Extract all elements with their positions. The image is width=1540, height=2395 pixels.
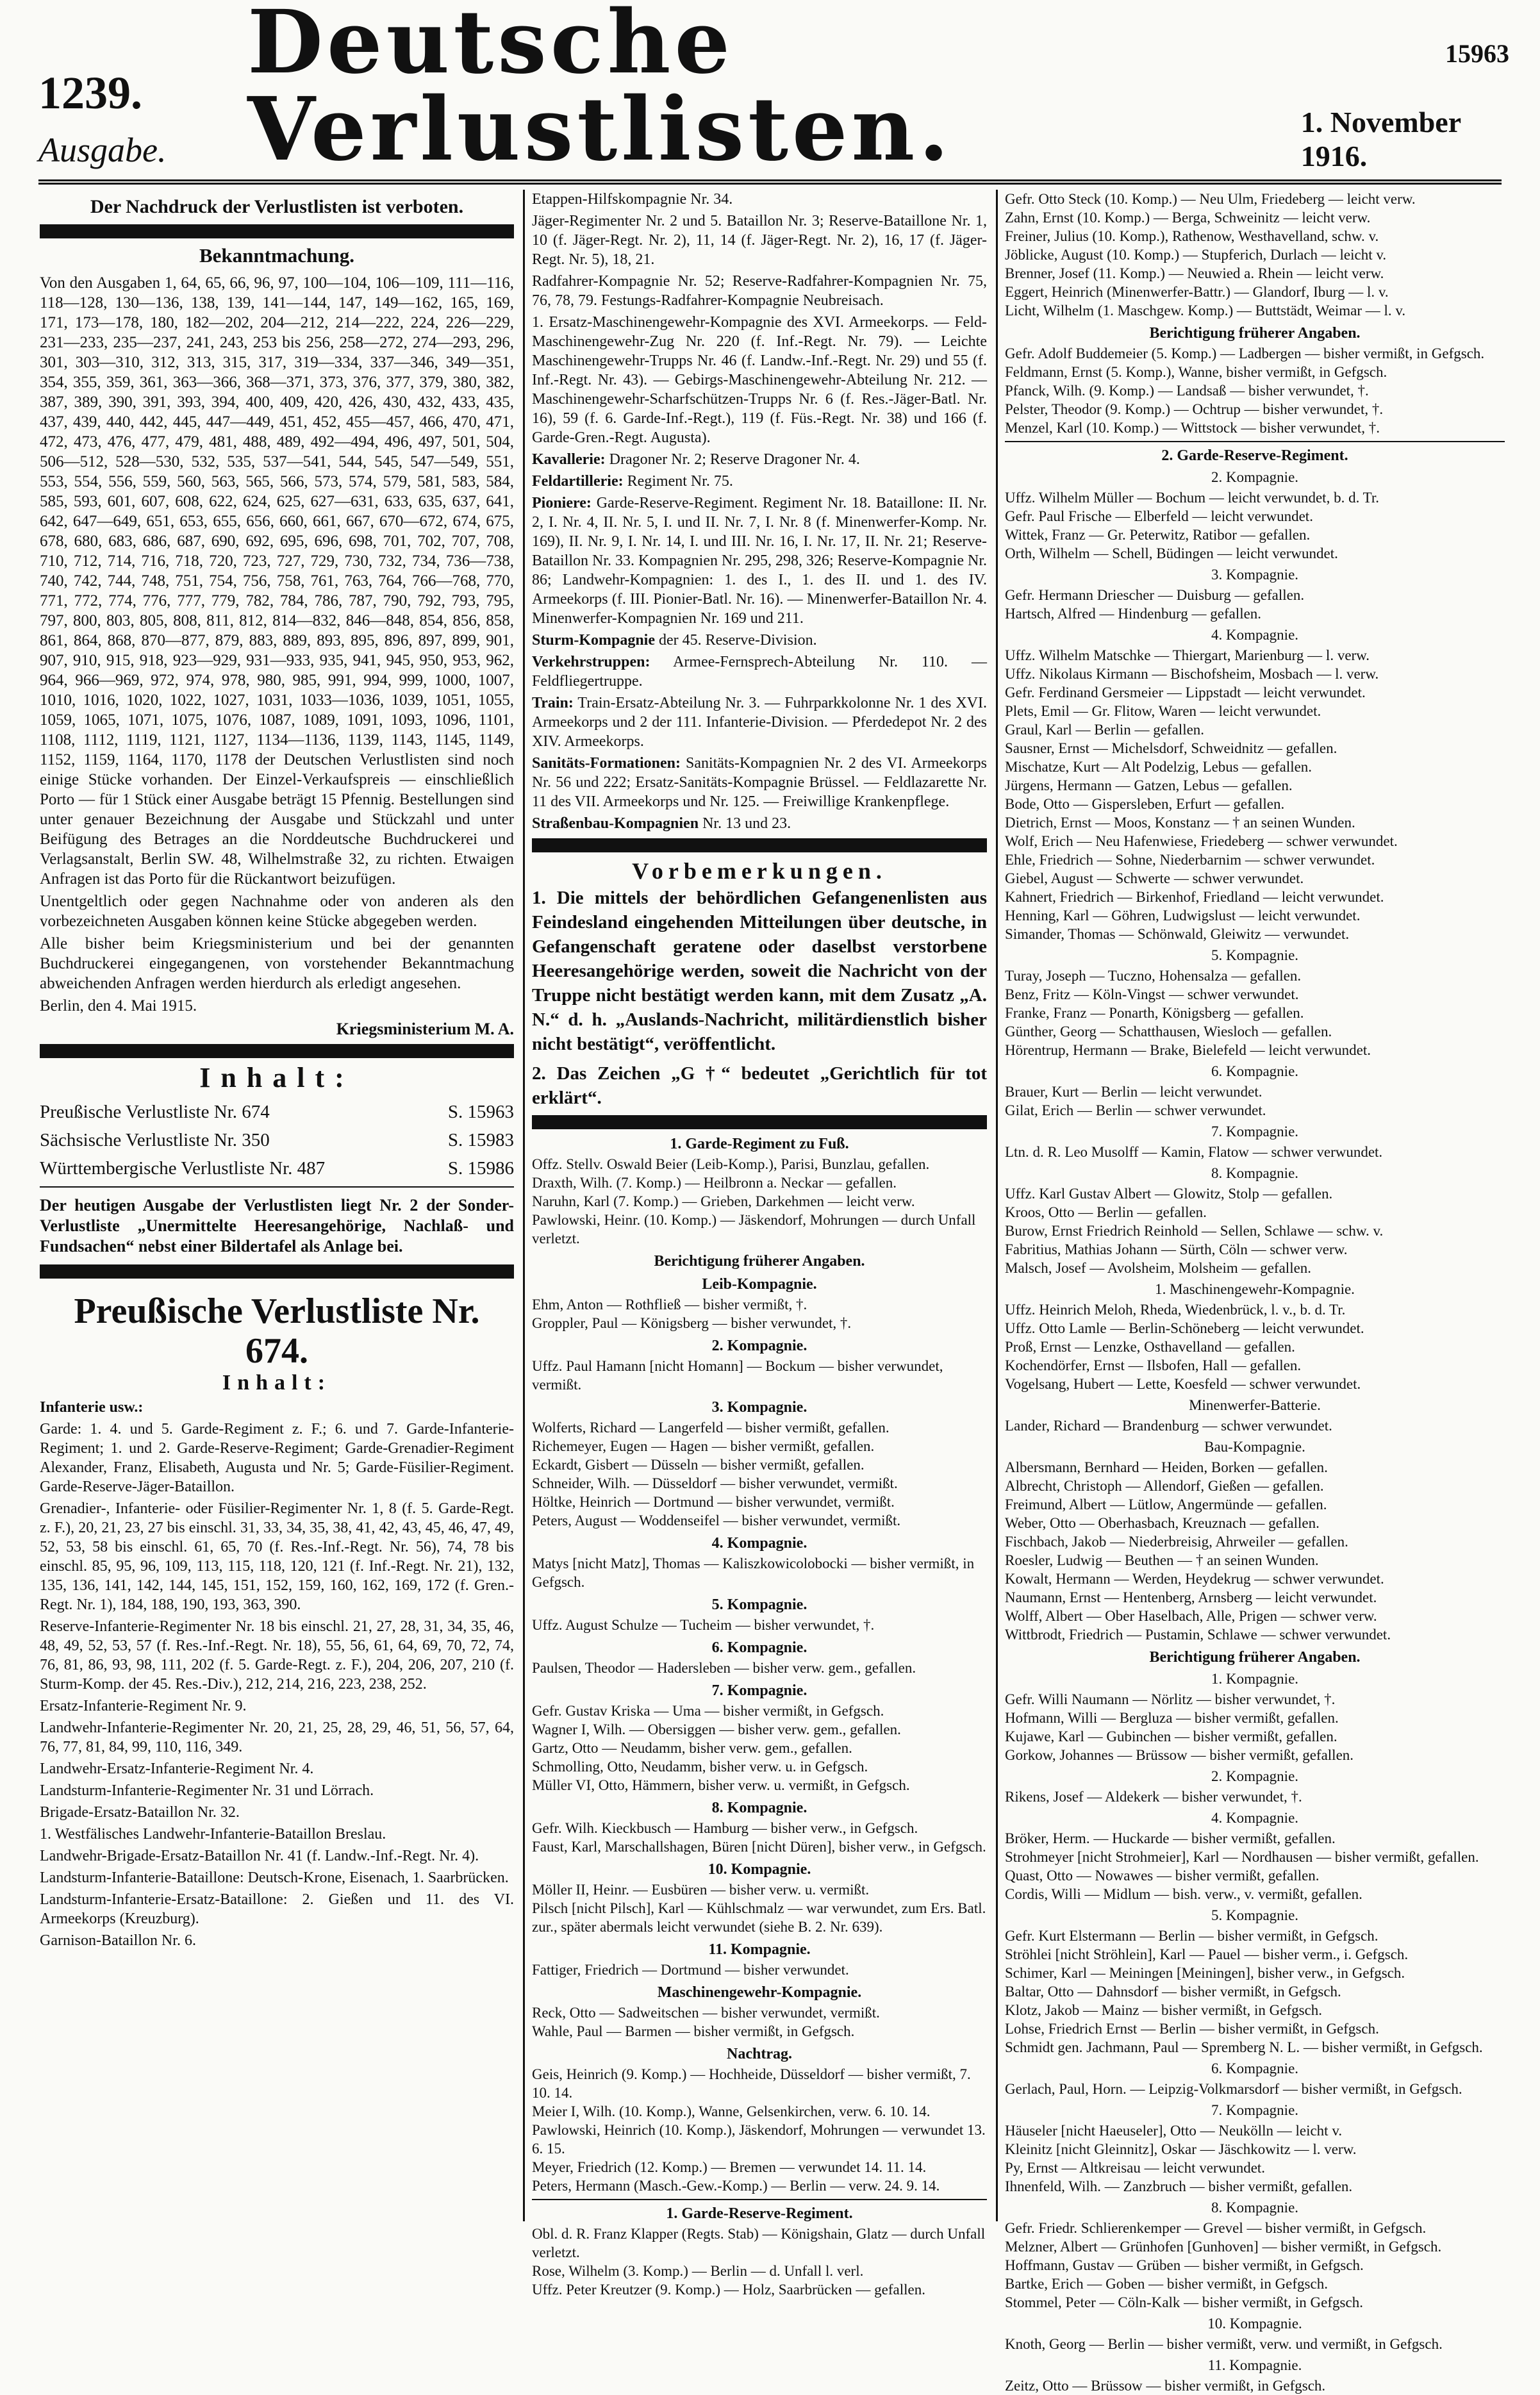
casualty-entry: Uffz. Wilhelm Matschke — Thiergart, Marienburg — l. verw. <box>1005 647 1370 663</box>
contents-row <box>40 1098 514 1126</box>
divider <box>1005 441 1505 442</box>
casualty-entry: Gefr. Adolf Buddemeier (5. Komp.) — Ladbergen — bisher vermißt, in Gefgsch. <box>1005 345 1485 361</box>
contents-list <box>40 1098 514 1182</box>
company-heading: 7. Kompagnie. <box>1211 2102 1299 2118</box>
casualty-entry: Benz, Fritz — Köln-Vingst — schwer verwundet. <box>1005 986 1299 1002</box>
company-heading: 7. Kompagnie. <box>1211 1123 1299 1139</box>
section-contents-item: Landsturm-Infanterie-Bataillone: Deutsch-Krone, Eisenach, 1. Saarbrücken. <box>40 1869 509 1886</box>
casualty-entry: Kleinitz [nicht Gleinnitz], Oskar — Jäschkowitz — l. verw. <box>1005 2141 1357 2157</box>
newspaper-title: Deutsche Verlustlisten. <box>247 0 953 181</box>
unit-text: Nr. 13 und 23. <box>702 815 791 832</box>
casualty-entry: Jöblicke, August (10. Komp.) — Stupferich, Durlach — leicht v. <box>1005 247 1387 263</box>
company-heading: 11. Kompagnie. <box>1207 2357 1302 2373</box>
casualty-entry: Wolferts, Richard — Langerfeld — bisher vermißt, gefallen. <box>532 1420 890 1436</box>
issue-date: 1. November 1916. <box>1300 106 1461 172</box>
company-heading: 3. Kompagnie. <box>1211 567 1299 583</box>
section-title: Preußische Verlustliste Nr. 674. <box>74 1291 480 1371</box>
subheading: Berichtigung früherer Angaben. <box>1149 1649 1361 1666</box>
divider <box>532 2199 987 2200</box>
casualty-entry: Plets, Emil — Gr. Flitow, Waren — leicht verwundet. <box>1005 703 1321 719</box>
casualty-entry: Mischatze, Kurt — Alt Podelzig, Lebus — gefallen. <box>1005 759 1312 775</box>
section-contents-item: Landwehr-Brigade-Ersatz-Bataillon Nr. 41 (f. Landw.-Inf.-Regt. Nr. 4). <box>40 1848 479 1864</box>
company-heading: 5. Kompagnie. <box>1211 947 1299 963</box>
casualty-entry: Uffz. Paul Hamann [nicht Homann] — Bockum — bisher verwundet, vermißt. <box>532 1358 943 1393</box>
unit-text: Regiment Nr. 75. <box>627 473 733 490</box>
casualty-entry: Orth, Wilhelm — Schell, Büdingen — leicht verwundet. <box>1005 545 1338 561</box>
section-contents-item: Infanterie usw.: <box>40 1399 144 1416</box>
casualty-entry: Pfanck, Wilh. (9. Komp.) — Landsaß — bisher verwundet, †. <box>1005 383 1369 399</box>
casualty-entry: Wittek, Franz — Gr. Peterwitz, Ratibor — gefallen. <box>1005 527 1311 543</box>
casualty-entry: Häuseler [nicht Haeuseler], Otto — Neukölln — leicht v. <box>1005 2123 1343 2139</box>
reprint-notice: Der Nachdruck der Verlustlisten ist verboten. <box>90 196 464 217</box>
casualty-entry: Pawlowski, Heinrich (10. Komp.), Jäskendorf, Mohrungen — verwundet 13. 6. 15. <box>532 2122 986 2157</box>
casualty-entry: Ehle, Friedrich — Sohne, Niederbarnim — schwer verwundet. <box>1005 852 1375 868</box>
casualty-entry: Gefr. Ferdinand Gersmeier — Lippstadt — leicht verwundet. <box>1005 684 1366 700</box>
casualty-list <box>1005 190 1505 2395</box>
casualty-entry: Fattiger, Friedrich — Dortmund — bisher verwundet. <box>532 1962 849 1978</box>
casualty-entry: Roesler, Ludwig — Beuthen — † an seinen Wunden. <box>1005 1552 1319 1568</box>
casualty-entry: Knoth, Georg — Berlin — bisher vermißt, verw. und vermißt, in Gefgsch. <box>1005 2336 1443 2352</box>
casualty-entry: Dietrich, Ernst — Moos, Konstanz — † an seinen Wunden. <box>1005 815 1355 831</box>
subheading: 2. Kompagnie. <box>711 1338 807 1354</box>
company-heading: Bau-Kompagnie. <box>1204 1439 1305 1455</box>
casualty-entry: Matys [nicht Matz], Thomas — Kaliszkowicolobocki — bisher vermißt, in Gefgsch. <box>532 1555 975 1590</box>
remark: 2. Das Zeichen „G †“ bedeutet „Gerichtlich für tot erklärt“. <box>532 1063 987 1108</box>
company-heading: Minenwerfer-Batterie. <box>1189 1397 1321 1413</box>
casualty-entry: Höltke, Heinrich — Dortmund — bisher verwundet, vermißt. <box>532 1494 895 1510</box>
remarks-title: Vorbemerkungen. <box>632 858 887 884</box>
casualty-entry: Uffz. Otto Lamle — Berlin-Schöneberg — leicht verwundet. <box>1005 1320 1364 1336</box>
column-divider <box>996 190 998 2221</box>
casualty-entry: Cordis, Willi — Midlum — bish. verw., v. vermißt, gefallen. <box>1005 1886 1362 1902</box>
unit-text: Etappen-Hilfskompagnie Nr. 34. <box>532 191 733 208</box>
subheading: Maschinengewehr-Kompagnie. <box>657 1984 862 2001</box>
contents-page: S. 15983 <box>447 1130 514 1150</box>
casualty-entry: Wolf, Erich — Neu Hafenwiese, Friedeberg — schwer verwundet. <box>1005 833 1398 849</box>
casualty-entry: Vogelsang, Hubert — Lette, Koesfeld — schwer verwundet. <box>1005 1376 1361 1392</box>
casualty-entry: Henning, Karl — Göhren, Ludwigslust — leicht verwundet. <box>1005 907 1361 924</box>
announcement-paragraph: Alle bisher beim Kriegsministerium und bei der genannten Buchdruckerei eingegangenen, von vorstehender Bekanntmachung abweichenden Anfragen werden hierdurch als erledigt angesehen. <box>40 935 514 992</box>
section-contents-item: Brigade-Ersatz-Bataillon Nr. 32. <box>40 1804 240 1821</box>
subheading: 5. Kompagnie. <box>711 1596 807 1613</box>
subheading: Leib-Kompagnie. <box>702 1276 817 1293</box>
casualty-entry: Gilat, Erich — Berlin — schwer verwundet. <box>1005 1102 1266 1118</box>
casualty-entry: Baltar, Otto — Dahnsdorf — bisher vermißt, in Gefgsch. <box>1005 1984 1341 2000</box>
unit-item <box>532 493 987 628</box>
casualty-entry: Richemeyer, Eugen — Hagen — bisher vermißt, gefallen. <box>532 1438 875 1454</box>
casualty-entry: Müller VI, Otto, Hämmern, bisher verw. u. vermißt, in Gefgsch. <box>532 1777 910 1793</box>
contents-title: Sächsische Verlustliste Nr. 350 <box>40 1130 270 1150</box>
casualty-entry: Albrecht, Christoph — Allendorf, Gießen — gefallen. <box>1005 1478 1324 1494</box>
unit-item <box>532 272 987 310</box>
announcement-paragraph: Von den Ausgaben 1, 64, 65, 66, 96, 97, 100—104, 106—109, 111—116, 118—128, 130—136, 138, 139, 141—144, 147, 149—162, 165, 169, 171, 173—178, 180, 182—202, 204—212, 214—222, 224, 226—229, 231—233, 235—237, 241, 243, 253 bis 256, 258—272, 274—293, 296, 301, 303—310, 312, 313, 315, 317, 319—334, 337—346, 349—351, 354, 355, 359, 361, 363—366, 368—371, 373, 376, 377, 379, 380, 382, 387, 389, 390, 391, 393, 394, 400, 409, 420, 426, 430, 432, 433, 435, 437, 439, 440, 442, 445, 447—449, 451, 452, 455—457, 466, 470, 471, 472, 473, 476, 477, 479, 481, 488, 489, 492—494, 496, 497, 501, 504, 506—512, 528—530, 532, 535, 537—541, 544, 545, 547—549, 551, 553, 554, 556, 559, 560, 563, 565, 566, 573, 574, 579, 581, 583, 584, 585, 593, 601, 607, 608, 622, 624, 625, 627—631, 633, 635, 637, 641, 642, 647—649, 651, 653, 655, 656, 660, 661, 667, 670—672, 674, 675, 678, 680, 683, 686, 687, 690, 692, 695, 696, 698, 701, 702, 707, 708, 710, 712, 714, 716, 718, 720, 723, 727, 729, 730, 732, 734, 736—738, 740, 742, 744, 748, 751, 754, 756, 758, 761, 763, 764, 766—768, 770, 771, 772, 774, 776, 777, 779, 782, 784, 786, 787, 790, 792, 793, 795, 797, 800, 803, 805, 808, 811, 812, 814—832, 846—848, 854, 856, 858, 861, 864, 868, 870—877, 879, 883, 889, 893, 895, 896, 897, 899, 901, 907, 910, 915, 918, 923—929, 931—933, 935, 941, 945, 950, 953, 962, 964, 966—969, 972, 974, 978, 980, 985, 991, 994, 999, 1000, 1007, 1010, 1016, 1020, 1022, 1027, 1031, 1033—1036, 1039, 1051, 1055, 1059, 1065, 1071, 1075, 1076, 1087, 1089, 1091, 1093, 1096, 1101, 1108, 1112, 1119, 1121, 1127, 1134—1136, 1139, 1143, 1145, 1149, 1152, 1159, 1164, 1170, 1178 der Deutschen Verlustlisten sind noch einige Stücke vorhanden. Der Einzel-Verkaufspreis — einschließlich Porto — für 1 Stück einer Ausgabe beträgt 15 Pfennig. Bestellungen sind unter genauer Bezeichnung der Ausgabe und Stückzahl und unter Beifügung des Betrages an die Norddeutsche Buchdruckerei und Verlagsanstalt, Berlin SW. 48, Wilhelmstraße 32, zu richten. Etwaigen Anfragen ist das Porto für die Rückantwort beizufügen. <box>40 274 514 888</box>
casualty-entry: Gefr. Willi Naumann — Nörlitz — bisher verwundet, †. <box>1005 1691 1336 1707</box>
casualty-entry: Ihnenfeld, Wilh. — Zanzbruch — bisher vermißt, gefallen. <box>1005 2178 1353 2194</box>
unit-item <box>532 211 987 269</box>
unit-text: Jäger-Regimenter Nr. 2 und 5. Bataillon Nr. 3; Reserve-Bataillone Nr. 1, 10 (f. Jäger-Regt. Nr. 2), 11, 14 (f. Jäger-Regt. Nr. 2), 16, 17 (f. Jäger-Regt. Nr. 5), 18, 21. <box>532 213 987 268</box>
subheading: 8. Kompagnie. <box>711 1800 807 1816</box>
casualty-entry: Brauer, Kurt — Berlin — leicht verwundet. <box>1005 1084 1263 1100</box>
casualty-entry: Gefr. Hermann Driescher — Duisburg — gefallen. <box>1005 587 1305 603</box>
contents-title: Württembergische Verlustliste Nr. 487 <box>40 1158 326 1179</box>
casualty-entry: Fischbach, Jakob — Niederbreisig, Ahrweiler — gefallen. <box>1005 1534 1348 1550</box>
subheading: Berichtigung früherer Angaben. <box>1149 325 1361 342</box>
casualty-entry: Fabritius, Mathias Johann — Sürth, Cöln — schwer verw. <box>1005 1241 1348 1257</box>
signature: Kriegsministerium M. A. <box>336 1020 514 1038</box>
casualty-entry: Faust, Karl, Marschallshagen, Büren [nicht Düren], bisher verw., in Gefgsch. <box>532 1839 986 1855</box>
casualty-entry: Schmolling, Otto, Neudamm, bisher verw. u. in Gefgsch. <box>532 1759 868 1775</box>
unit-item <box>532 693 987 751</box>
casualty-entry: Hoffmann, Gustav — Grüben — bisher vermißt, in Gefgsch. <box>1005 2257 1364 2273</box>
section-contents-item: Grenadier-, Infanterie- oder Füsilier-Regimenter Nr. 1, 8 (f. 5. Garde-Regt. z. F.), 20, 21, 23, 27 bis einschl. 31, 33, 34, 35, 38, 41, 42, 43, 45, 46, 47, 49, 52, 53, 58 bis einschl. 61, 65, 70 (f. Res.-Inf.-Regt. Nr. 56), 74, 78 bis einschl. 85, 95, 96, 109, 113, 115, 118, 120, 121 (f. Inf.-Regt. Nr. 21), 132, 135, 136, 141, 142, 144, 145, 151, 152, 159, 160, 162, 169, 172 (f. Gren.-Regt. Nr. 1), 184, 188, 190, 193, 363, 390. <box>40 1500 514 1613</box>
remark: 1. Die mittels der behördlichen Gefangenenlisten aus Feindesland eingehenden Mitteilungen über deutsche, in Gefangenschaft geratene oder daselbst verstorbene Heeresangehörige werden, soweit die Nachricht von der Truppe nicht bestätigt werden kann, mit dem Zusatz „A. N.“ d. h. „Auslands-Nachricht, militärdienstlich bisher nicht bestätigt“, veröffentlicht. <box>532 888 987 1054</box>
casualty-entry: Zahn, Ernst (10. Komp.) — Berga, Schweinitz — leicht verw. <box>1005 210 1371 226</box>
casualty-entry: Freiner, Julius (10. Komp.), Rathenow, Westhavelland, schw. v. <box>1005 228 1379 244</box>
casualty-entry: Obl. d. R. Franz Klapper (Regts. Stab) — Königshain, Glatz — durch Unfall verletzt. <box>532 2226 986 2260</box>
casualty-entry: Kochendörfer, Ernst — Ilsbofen, Hall — gefallen. <box>1005 1357 1302 1373</box>
section-contents-item: Garnison-Bataillon Nr. 6. <box>40 1932 196 1949</box>
company-heading: 8. Kompagnie. <box>1211 2200 1299 2216</box>
casualty-entry: Günther, Georg — Schatthausen, Wiesloch — gefallen. <box>1005 1023 1332 1040</box>
casualty-entry: Pelster, Theodor (9. Komp.) — Ochtrup — bisher verwundet, †. <box>1005 401 1384 417</box>
casualty-entry: Lander, Richard — Brandenburg — schwer verwundet. <box>1005 1418 1332 1434</box>
section-contents-item: Landwehr-Infanterie-Regimenter Nr. 20, 21, 25, 28, 29, 46, 51, 56, 57, 64, 76, 77, 81, 84, 99, 110, 116, 349. <box>40 1720 514 1755</box>
subheading: 3. Kompagnie. <box>711 1399 807 1416</box>
unit-text: Train-Ersatz-Abteilung Nr. 3. — Fuhrparkkolonne Nr. 1 des XVI. Armeekorps und 2 der 111. Infanterie-Division. — Pferdedepot Nr. 2 des XIV. Armeekorps. <box>532 695 987 750</box>
unit-text: Radfahrer-Kompagnie Nr. 52; Reserve-Radfahrer-Kompagnien Nr. 75, 76, 78, 79. Festungs-Radfahrer-Kompagnie Neubreisach. <box>532 273 987 309</box>
casualty-entry: Uffz. Karl Gustav Albert — Glowitz, Stolp — gefallen. <box>1005 1186 1333 1202</box>
issue-label: Ausgabe. <box>38 131 167 169</box>
casualty-entry: Py, Ernst — Altkreisau — leicht verwundet. <box>1005 2160 1266 2176</box>
subheading: 2. Garde-Reserve-Regiment. <box>1161 447 1348 464</box>
casualty-entry: Uffz. August Schulze — Tucheim — bisher verwundet, †. <box>532 1617 875 1633</box>
casualty-entry: Gorkow, Johannes — Brüssow — bisher vermißt, gefallen. <box>1005 1747 1354 1763</box>
casualty-entry: Brenner, Josef (11. Komp.) — Neuwied a. Rhein — leicht verw. <box>1005 265 1384 281</box>
casualty-entry: Uffz. Peter Kreutzer (9. Komp.) — Holz, Saarbrücken — gefallen. <box>532 2282 925 2298</box>
casualty-entry: Pilsch [nicht Pilsch], Karl — Kühlschmalz — war verwundet, zum Ers. Batl. zur., später abermals leicht verwundet (siehe B. 2. Nr. 639). <box>532 1900 986 1935</box>
casualty-entry: Meyer, Friedrich (12. Komp.) — Bremen — verwundet 14. 11. 14. <box>532 2159 927 2175</box>
casualty-entry: Draxth, Wilh. (7. Komp.) — Heilbronn a. Neckar — gefallen. <box>532 1175 897 1191</box>
company-heading: 6. Kompagnie. <box>1211 1063 1299 1079</box>
column-middle <box>532 190 987 2298</box>
casualty-entry: Gefr. Otto Steck (10. Komp.) — Neu Ulm, Friedeberg — leicht verw. <box>1005 191 1416 207</box>
casualty-entry: Peters, Hermann (Masch.-Gew.-Komp.) — Berlin — verw. 24. 9. 14. <box>532 2178 940 2194</box>
casualty-entry: Bröker, Herm. — Huckarde — bisher vermißt, gefallen. <box>1005 1830 1336 1846</box>
issue-number <box>38 67 247 173</box>
unit-item <box>532 814 987 833</box>
subheading: 10. Kompagnie. <box>708 1861 811 1878</box>
unit-item <box>532 754 987 811</box>
unit-item <box>532 631 987 650</box>
casualty-entry: Proß, Ernst — Lenzke, Osthavelland — gefallen. <box>1005 1339 1295 1355</box>
casualty-entry: Eckardt, Gisbert — Düsseln — bisher vermißt, gefallen. <box>532 1457 865 1473</box>
contents-row <box>40 1126 514 1154</box>
casualty-entry: Kroos, Otto — Berlin — gefallen. <box>1005 1204 1207 1220</box>
casualty-entry: Gerlach, Paul, Horn. — Leipzig-Volkmarsdorf — bisher vermißt, in Gefgsch. <box>1005 2081 1462 2097</box>
unit-label: Kavallerie: <box>532 451 606 468</box>
subheading: 6. Kompagnie. <box>711 1639 807 1656</box>
casualty-entry: Uffz. Heinrich Meloh, Rheda, Wiedenbrück, l. v., b. d. Tr. <box>1005 1302 1346 1318</box>
section-contents-item: 1. Westfälisches Landwehr-Infanterie-Bataillon Breslau. <box>40 1826 386 1843</box>
black-rule <box>40 1044 514 1058</box>
subheading: 11. Kompagnie. <box>708 1941 811 1958</box>
supplement-note: Der heutigen Ausgabe der Verlustlisten liegt Nr. 2 der Sonder-Verlustliste „Unermittelte Heeresangehörige, Nachlaß- und Fundsachen“ nebst einer Bildertafel als Anlage bei. <box>40 1196 514 1256</box>
casualty-entry: Klotz, Jakob — Mainz — bisher vermißt, in Gefgsch. <box>1005 2002 1323 2018</box>
casualty-entry: Hörentrup, Hermann — Brake, Bielefeld — leicht verwundet. <box>1005 1042 1371 1058</box>
regiment-heading: 1. Garde-Regiment zu Fuß. <box>670 1136 849 1152</box>
casualty-entry: Ltn. d. R. Leo Musolff — Kamin, Flatow — schwer verwundet. <box>1005 1144 1383 1160</box>
announcement-paragraph: Berlin, den 4. Mai 1915. <box>40 997 197 1015</box>
unit-label: Sturm-Kompagnie <box>532 632 655 649</box>
casualty-entry: Ehm, Anton — Rothfließ — bisher vermißt, †. <box>532 1297 807 1313</box>
contents-page: S. 15963 <box>447 1102 514 1122</box>
casualty-entry: Peters, August — Woddenseifel — bisher verwundet, vermißt. <box>532 1512 901 1529</box>
unit-text: der 45. Reserve-Division. <box>659 632 817 649</box>
subheading: Nachtrag. <box>727 2046 792 2062</box>
casualty-entry: Sausner, Ernst — Michelsdorf, Schweidnitz — gefallen. <box>1005 740 1337 756</box>
casualty-entry: Kahnert, Friedrich — Birkenhof, Friedland — leicht verwundet. <box>1005 889 1384 905</box>
issue-number-value: 1239. <box>38 67 142 119</box>
casualty-entry: Uffz. Wilhelm Müller — Bochum — leicht verwundet, b. d. Tr. <box>1005 490 1380 506</box>
unit-label: Sanitäts-Formationen: <box>532 755 681 772</box>
company-heading: 4. Kompagnie. <box>1211 1810 1299 1826</box>
casualty-entry: Gartz, Otto — Neudamm, bisher verw. gem., gefallen. <box>532 1740 852 1756</box>
contents-title: Inhalt: <box>199 1062 354 1093</box>
casualty-entry: Kujawe, Karl — Gubinchen — bisher vermißt, gefallen. <box>1005 1728 1337 1744</box>
unit-text: Armee-Fernsprech-Abteilung Nr. 110. — Feldfliegertruppe. <box>532 654 987 690</box>
casualty-entry: Wolff, Albert — Ober Haselbach, Alle, Prigen — schwer verw. <box>1005 1608 1377 1624</box>
subheading: 7. Kompagnie. <box>711 1682 807 1699</box>
announcement-title: Bekanntmachung. <box>199 244 355 267</box>
company-heading: 8. Kompagnie. <box>1211 1165 1299 1181</box>
unit-text: Garde-Reserve-Regiment. Regiment Nr. 18. Bataillone: II. Nr. 2, I. Nr. 4, II. Nr. 5, I. und II. Nr. 7, I. Nr. 8 (f. Minenwerfer-Komp. Nr. 169), II. Nr. 9, I. Nr. 14, I. und III. Nr. 16, I. Nr. 17, II. Nr. 21; Reserve-Bataillon Nr. 33. Kompagnien Nr. 295, 298, 326; Reserve-Kompagnie Nr. 86; Landwehr-Kompagnien: 1. des I., 1. des II. und 1. des IV. Armeekorps (f. III. Pionier-Batl. Nr. 16). — Minenwerfer-Bataillon Nr. 4. Minenwerfer-Kompagnien Nr. 169 und 211. <box>532 495 987 627</box>
casualty-entry: Offz. Stellv. Oswald Beier (Leib-Komp.), Parisi, Bunzlau, gefallen. <box>532 1156 930 1172</box>
casualty-entry: Lohse, Friedrich Ernst — Berlin — bisher vermißt, in Gefgsch. <box>1005 2021 1379 2037</box>
casualty-entry: Freimund, Albert — Lütlow, Angermünde — gefallen. <box>1005 1496 1327 1512</box>
unit-list <box>532 190 987 833</box>
casualty-entry: Stommel, Peter — Cöln-Kalk — bisher vermißt, in Gefgsch. <box>1005 2294 1363 2310</box>
casualty-entry: Graul, Karl — Berlin — gefallen. <box>1005 722 1205 738</box>
column-left <box>40 190 514 2221</box>
casualty-entry: Schmidt gen. Jachmann, Paul — Spremberg N. L. — bisher vermißt, in Gefgsch. <box>1005 2039 1483 2055</box>
announcement-body <box>40 273 514 1016</box>
casualty-entry: Gefr. Paul Frische — Elberfeld — leicht verwundet. <box>1005 508 1313 524</box>
black-rule <box>40 1264 514 1279</box>
company-heading: 1. Kompagnie. <box>1211 1671 1299 1687</box>
casualty-entry: Schneider, Wilh. — Düsseldorf — bisher verwundet, vermißt. <box>532 1475 898 1491</box>
casualty-entry: Malsch, Josef — Avolsheim, Molsheim — gefallen. <box>1005 1260 1312 1276</box>
casualty-entry: Strohmeyer [nicht Strohmeier], Karl — Nordhausen — bisher vermißt, gefallen. <box>1005 1849 1479 1865</box>
section-contents-item: Landsturm-Infanterie-Regimenter Nr. 31 und Lörrach. <box>40 1782 374 1799</box>
unit-text: Sanitäts-Kompagnien Nr. 2 des VI. Armeekorps Nr. 56 und 222; Ersatz-Sanitäts-Kompagnie Brüssel. — Feldlazarette Nr. 11 des VII. Armeekorps und Nr. 125. — Freiwillige Krankenpflege. <box>532 755 987 810</box>
divider <box>40 1186 514 1188</box>
casualty-entry: Kowalt, Hermann — Werden, Heydekrug — schwer verwundet. <box>1005 1571 1384 1587</box>
remarks <box>532 886 987 1110</box>
unit-label: Feldartillerie: <box>532 473 624 490</box>
section-contents-item: Garde: 1. 4. und 5. Garde-Regiment z. F.; 6. und 7. Garde-Infanterie-Regiment; 1. und 2. Garde-Reserve-Regiment; Garde-Grenadier-Regiment Alexander, Franz, Elisabeth, Augusta und Nr. 5; Garde-Füsilier-Regiment. Garde-Reserve-Jäger-Bataillon. <box>40 1421 514 1495</box>
unit-label: Verkehrstruppen: <box>532 654 650 670</box>
section-contents-title: Inhalt: <box>222 1371 332 1395</box>
unit-item <box>532 652 987 691</box>
casualty-entry: Gefr. Wilh. Kieckbusch — Hamburg — bisher verw., in Gefgsch. <box>532 1820 918 1836</box>
casualty-entry: Reck, Otto — Sadweitschen — bisher verwundet, vermißt. <box>532 2005 880 2021</box>
section-contents-item: Reserve-Infanterie-Regimenter Nr. 18 bis einschl. 21, 27, 28, 31, 34, 35, 46, 48, 49, 52, 53, 57 (f. Res.-Inf.-Regt. Nr. 18), 55, 56, 61, 64, 69, 70, 72, 74, 76, 81, 86, 93, 98, 111, 202 (f. 5. Garde-Regt. z. F.), 204, 206, 207, 210 (f. Sturm-Komp. der 45. Res.-Div.), 212, 214, 216, 223, 238, 252. <box>40 1618 514 1693</box>
casualty-entry: Ströhlei [nicht Ströhlein], Karl — Pauel — bisher verm., i. Gefgsch. <box>1005 1946 1409 1962</box>
casualty-entry: Melzner, Albert — Grünhofen [Gunhoven] — bisher vermißt, in Gefgsch. <box>1005 2239 1442 2255</box>
contents-title: Preußische Verlustliste Nr. 674 <box>40 1102 270 1122</box>
subheading: 4. Kompagnie. <box>711 1535 807 1552</box>
company-heading: 10. Kompagnie. <box>1207 2316 1302 2332</box>
contents-page: S. 15986 <box>447 1158 514 1179</box>
casualty-entry: Menzel, Karl (10. Komp.) — Wittstock — bisher verwundet, †. <box>1005 420 1380 436</box>
casualty-entry: Groppler, Paul — Königsberg — bisher verwundet, †. <box>532 1315 852 1331</box>
subheading: 1. Garde-Reserve-Regiment. <box>666 2205 853 2222</box>
unit-item <box>532 313 987 447</box>
casualty-entry: Burow, Ernst Friedrich Reinhold — Sellen, Schlawe — schw. v. <box>1005 1223 1384 1239</box>
unit-text: Dragoner Nr. 2; Reserve Dragoner Nr. 4. <box>609 451 860 468</box>
casualty-entry: Simander, Thomas — Schönwald, Gleiwitz — verwundet. <box>1005 926 1350 942</box>
company-heading: 2. Kompagnie. <box>1211 1768 1299 1784</box>
unit-text: 1. Ersatz-Maschinengewehr-Kompagnie des XVI. Armeekorps. — Feld-Maschinengewehr-Zug Nr. 220 (f. Inf.-Regt. Nr. 79). — Leichte Maschinengewehr-Trupps Nr. 46 (f. Landw.-Inf.-Regt. Nr. 29) und 55 (f. Inf.-Regt. Nr. 43). — Gebirgs-Maschinengewehr-Abteilung Nr. 212. — Maschinengewehr-Scharfschützen-Trupps Nr. 6 (f. Res.-Jäger-Batl. Nr. 16), 59 (f. 6. Garde-Inf.-Regt.), 119 (f. Füs.-Regt. Nr. 38) und 166 (f. Garde-Gren.-Regt. Augusta). <box>532 314 987 446</box>
casualty-entry: Jürgens, Hermann — Gatzen, Lebus — gefallen. <box>1005 777 1293 793</box>
casualty-entry: Weber, Otto — Oberhasbach, Kreuznach — gefallen. <box>1005 1515 1320 1531</box>
casualty-entry: Zeitz, Otto — Brüssow — bisher vermißt, in Gefgsch. <box>1005 2378 1326 2394</box>
casualty-entry: Giebel, August — Schwerte — schwer verwundet. <box>1005 870 1304 886</box>
casualty-entry: Gefr. Kurt Elstermann — Berlin — bisher vermißt, in Gefgsch. <box>1005 1928 1379 1944</box>
casualty-entry: Naumann, Ernst — Hentenberg, Arnsberg — leicht verwundet. <box>1005 1589 1377 1605</box>
unit-label: Pioniere: <box>532 495 592 511</box>
unit-label: Straßenbau-Kompagnien <box>532 815 699 832</box>
company-heading: 1. Maschinengewehr-Kompagnie. <box>1155 1281 1355 1297</box>
page-number: 15963 <box>1445 39 1509 68</box>
company-heading: 6. Kompagnie. <box>1211 2060 1299 2076</box>
column-right <box>1005 190 1505 2394</box>
casualty-list <box>532 1155 987 2299</box>
unit-item <box>532 450 987 469</box>
unit-item <box>532 472 987 491</box>
company-heading: 4. Kompagnie. <box>1211 627 1299 643</box>
section-contents-item: Landsturm-Infanterie-Ersatz-Bataillone: 2. Gießen und 11. des VI. Armeekorps (Kreuzburg). <box>40 1891 514 1927</box>
subheading: Berichtigung früherer Angaben. <box>654 1253 865 1270</box>
casualty-entry: Naruhn, Karl (7. Komp.) — Grieben, Darkehmen — leicht verw. <box>532 1193 915 1209</box>
casualty-entry: Feldmann, Ernst (5. Komp.), Wanne, bisher vermißt, in Gefgsch. <box>1005 364 1387 380</box>
unit-item <box>532 190 987 209</box>
casualty-entry: Bode, Otto — Gispersleben, Erfurt — gefallen. <box>1005 796 1285 812</box>
casualty-entry: Franke, Franz — Ponarth, Königsberg — gefallen. <box>1005 1005 1304 1021</box>
unit-label: Train: <box>532 695 574 711</box>
company-heading: 2. Kompagnie. <box>1211 469 1299 485</box>
contents-row <box>40 1154 514 1182</box>
casualty-entry: Bartke, Erich — Goben — bisher vermißt, in Gefgsch. <box>1005 2276 1328 2292</box>
casualty-entry: Hartsch, Alfred — Hindenburg — gefallen. <box>1005 606 1262 622</box>
section-contents-item: Landwehr-Ersatz-Infanterie-Regiment Nr. 4. <box>40 1761 314 1777</box>
casualty-entry: Hofmann, Willi — Bergluza — bisher vermißt, gefallen. <box>1005 1710 1339 1726</box>
casualty-entry: Schimer, Karl — Meiningen [Meiningen], bisher verw., in Gefgsch. <box>1005 1965 1405 1981</box>
casualty-entry: Paulsen, Theodor — Hadersleben — bisher verw. gem., gefallen. <box>532 1660 916 1676</box>
casualty-entry: Meier I, Wilh. (10. Komp.), Wanne, Gelsenkirchen, verw. 6. 10. 14. <box>532 2103 931 2119</box>
casualty-entry: Eggert, Heinrich (Minenwerfer-Battr.) — Glandorf, Iburg — l. v. <box>1005 284 1389 300</box>
casualty-entry: Gefr. Friedr. Schlierenkemper — Grevel — bisher vermißt, in Gefgsch. <box>1005 2220 1427 2236</box>
casualty-entry: Wagner I, Wilh. — Obersiggen — bisher verw. gem., gefallen. <box>532 1721 901 1737</box>
casualty-entry: Albersmann, Bernhard — Heiden, Borken — gefallen. <box>1005 1459 1328 1475</box>
masthead-rule <box>38 179 1502 185</box>
announcement-paragraph: Unentgeltlich oder gegen Nachnahme oder von anderen als den vorbezeichneten Ausgaben können keine Stücke abgegeben werden. <box>40 893 514 930</box>
casualty-entry: Möller II, Heinr. — Eusbüren — bisher verw. u. vermißt. <box>532 1882 870 1898</box>
black-rule <box>532 1115 987 1129</box>
casualty-entry: Pawlowski, Heinr. (10. Komp.) — Jäskendorf, Mohrungen — durch Unfall verletzt. <box>532 1212 976 1247</box>
casualty-entry: Quast, Otto — Nowawes — bisher vermißt, gefallen. <box>1005 1868 1320 1884</box>
section-contents <box>40 1398 514 1950</box>
company-heading: 5. Kompagnie. <box>1211 1907 1299 1923</box>
casualty-entry: Rose, Wilhelm (3. Komp.) — Berlin — d. Unfall l. verl. <box>532 2263 864 2279</box>
casualty-entry: Geis, Heinrich (9. Komp.) — Hochheide, Düsseldorf — bisher vermißt, 7. 10. 14. <box>532 2066 971 2101</box>
casualty-entry: Wahle, Paul — Barmen — bisher vermißt, in Gefgsch. <box>532 2023 855 2039</box>
casualty-entry: Uffz. Nikolaus Kirmann — Bischofsheim, Mosbach — l. verw. <box>1005 666 1379 682</box>
section-contents-item: Ersatz-Infanterie-Regiment Nr. 9. <box>40 1698 247 1714</box>
column-divider <box>523 190 525 2221</box>
casualty-entry: Rikens, Josef — Aldekerk — bisher verwundet, †. <box>1005 1789 1302 1805</box>
black-rule <box>40 224 514 238</box>
casualty-entry: Wittbrodt, Friedrich — Pustamin, Schlawe — schwer verwundet. <box>1005 1627 1391 1643</box>
casualty-entry: Gefr. Gustav Kriska — Uma — bisher vermißt, in Gefgsch. <box>532 1703 884 1719</box>
casualty-entry: Turay, Joseph — Tuczno, Hohensalza — gefallen. <box>1005 968 1302 984</box>
black-rule <box>532 838 987 852</box>
casualty-entry: Licht, Wilhelm (1. Maschgew. Komp.) — Buttstädt, Weimar — l. v. <box>1005 302 1406 319</box>
